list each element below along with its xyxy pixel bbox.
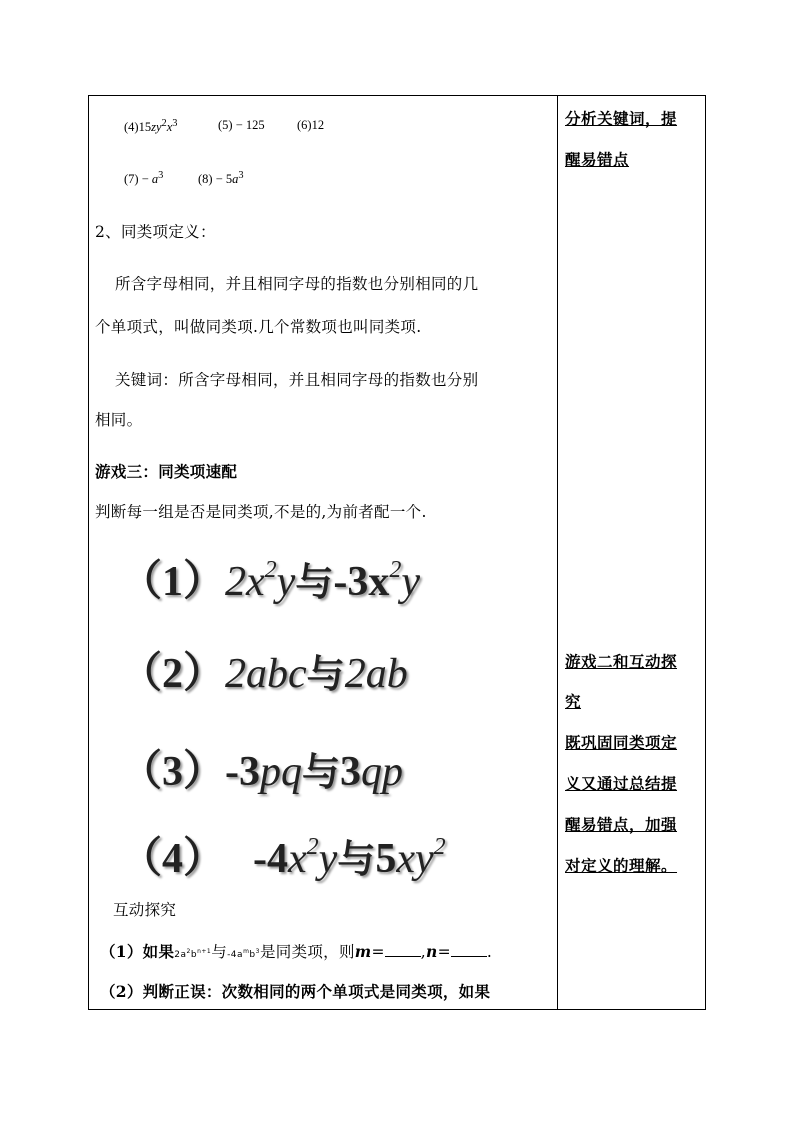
note-1-line-2: 醒易错点	[565, 150, 630, 169]
q1-n-blank[interactable]	[451, 944, 487, 957]
note-2-line-4: 义又通过总结提	[565, 774, 678, 793]
q1-expr2: -4a	[227, 950, 244, 960]
interactive-title: 互动探究	[113, 901, 177, 919]
pair-4-term-b-exp: 2	[433, 834, 446, 860]
q1-expr1-b: b	[190, 950, 198, 960]
pair-1-term-a-tail: y	[276, 559, 296, 605]
answer-item-4	[124, 118, 177, 135]
note-1-line-1: 分析关键词，提	[565, 109, 678, 128]
keywords-line-2: 相同。	[95, 411, 143, 429]
pair-4-term-a-coef: -4	[253, 836, 289, 882]
q1-m-blank[interactable]	[385, 944, 421, 957]
pair-4-term-a-vars: x	[288, 836, 307, 882]
keywords-line-1: 关键词：所含字母相同，并且相同字母的指数也分别	[115, 371, 479, 389]
pair-4-term-b-coef: 5	[375, 836, 397, 882]
answer-item-5: (5) − 125	[218, 118, 265, 132]
definition-line-1: 所含字母相同，并且相同字母的指数也分别相同的几	[115, 275, 479, 293]
note-2-line-5: 醒易错点，加强	[565, 815, 678, 834]
q1-eq-m: =	[371, 943, 385, 961]
pair-4-term-a-tail: y	[318, 836, 338, 882]
pair-1-term-b-exp: 2	[389, 557, 402, 583]
answer-4-x-exp: 3	[172, 118, 178, 129]
answer-item-7	[124, 170, 163, 187]
answer-item-6: (6)12	[297, 118, 325, 132]
pair-1-term-a: 2x	[225, 559, 265, 605]
pair-3-term-a-vars: pq	[260, 749, 303, 795]
pair-3	[120, 738, 403, 798]
answer-7-label: (7) −	[124, 172, 152, 187]
pair-4-conjunction: 与	[337, 837, 376, 881]
pair-3-term-b-coef: 3	[340, 749, 362, 795]
q1-m-label: m	[354, 942, 372, 961]
pair-3-term-a-coef: -3	[225, 749, 261, 795]
q1-end: .	[486, 943, 493, 961]
answer-7-exp: 3	[158, 170, 164, 181]
game-3-instruction: 判断每一组是否是同类项,不是的,为前者配一个.	[95, 503, 427, 521]
q1-expr1-b-exp: n+1	[197, 948, 212, 955]
pair-1-label: （1）	[120, 559, 226, 605]
pair-1	[120, 548, 420, 608]
answer-4-exp: 2	[161, 118, 167, 129]
question-2	[100, 980, 490, 1002]
note-2-line-1: 游戏二和互动探	[565, 652, 678, 671]
pair-4	[120, 825, 446, 885]
answer-4-expr: zy	[151, 120, 162, 135]
q1-mid: 与	[211, 943, 228, 961]
q1-expr2-b-exp: 3	[255, 948, 260, 955]
answer-8-exp: 3	[238, 170, 244, 181]
answer-7-var: a	[151, 172, 159, 187]
pair-2	[120, 640, 408, 700]
answer-8-label: (8) − 5	[198, 172, 233, 187]
q1-eq-n: =	[437, 943, 451, 961]
pair-4-label: （4）	[120, 836, 226, 882]
answer-item-8	[198, 170, 244, 187]
pair-3-label: （3）	[120, 749, 226, 795]
pair-4-term-b-vars: xy	[396, 836, 434, 882]
pair-1-term-a-exp: 2	[264, 557, 277, 583]
answer-8-var: a	[232, 172, 239, 187]
q1-expr2-exp: m	[243, 948, 250, 955]
pair-2-term-b: 2ab	[344, 651, 408, 697]
pair-2-term-a: 2abc	[225, 651, 307, 697]
section-2-heading: 2、同类项定义：	[95, 223, 216, 241]
q1-n-label: n	[426, 942, 438, 961]
definition-line-2: 个单项式，叫做同类项.几个常数项也叫同类项.	[95, 318, 422, 336]
note-2-line-6: 对定义的理解。	[565, 856, 678, 875]
q1-prefix: （1）如果	[100, 942, 175, 961]
game-3-title: 游戏三：同类项速配	[95, 462, 238, 481]
q1-suffix: 是同类项，则	[259, 943, 355, 961]
answer-4-label: (4)15	[124, 120, 152, 135]
q1-expr2-b: b	[249, 950, 256, 960]
column-divider	[557, 95, 558, 1010]
q1-expr1: 2a	[174, 950, 187, 960]
q1-comma: ,	[420, 943, 427, 961]
pair-3-conjunction: 与	[302, 750, 341, 794]
pair-1-term-b: -3x	[333, 559, 390, 605]
pair-2-conjunction: 与	[306, 652, 345, 696]
pair-4-term-a-exp: 2	[306, 834, 319, 860]
pair-3-term-b-vars: qp	[361, 749, 404, 795]
pair-1-conjunction: 与	[295, 560, 334, 604]
pair-2-label: （2）	[120, 651, 226, 697]
note-2-line-2: 究	[565, 692, 582, 711]
q2-text: （2）判断正误：次数相同的两个单项式是同类项，如果	[100, 982, 491, 1001]
answer-4-x: x	[166, 120, 173, 135]
q1-expr1-exp: 2	[186, 948, 191, 955]
pair-1-term-b-tail: y	[401, 559, 420, 605]
question-1	[100, 940, 492, 962]
note-2-line-3: 既巩固同类项定	[565, 733, 678, 752]
